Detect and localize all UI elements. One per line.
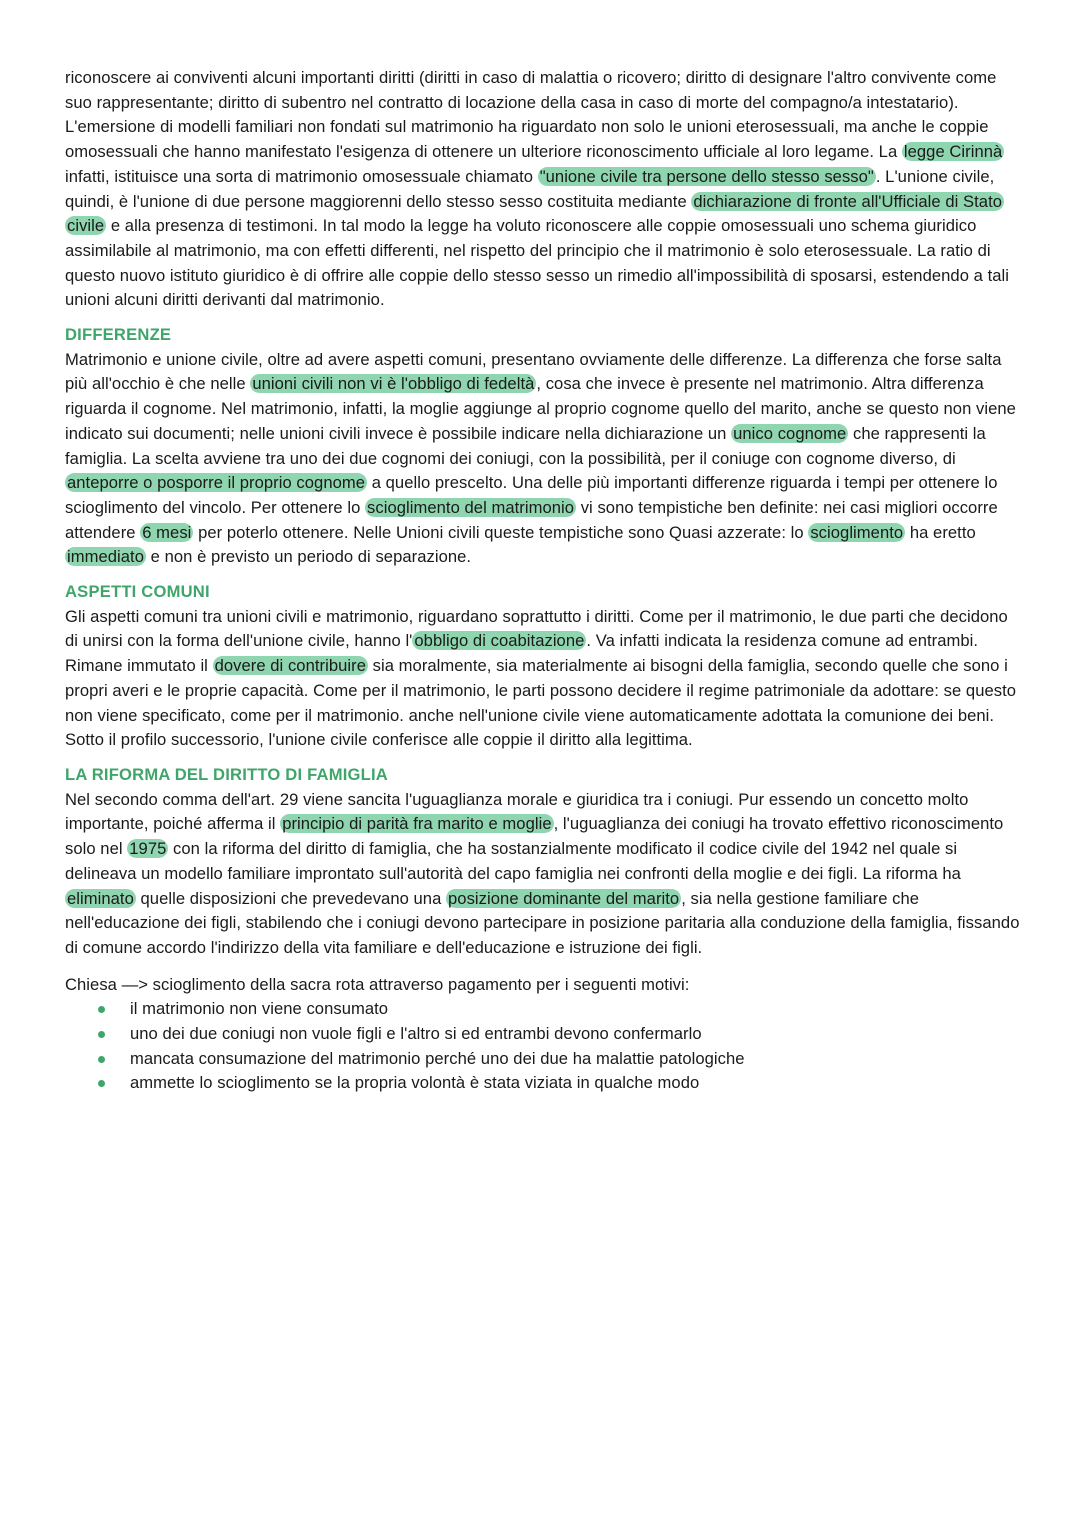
highlight-unico-cognome: unico cognome	[733, 423, 847, 443]
aspetti-paragraph	[65, 605, 1020, 753]
highlight-dichiarazione: dichiarazione di fronte all'Ufficiale di Stato civile	[67, 191, 1003, 236]
section-aspetti-comuni	[65, 580, 1020, 753]
text-segment: a quello prescelto. Una delle più importanti differenze riguarda i tempi per ottenere lo scioglimento del vincolo. Per ottenere lo	[65, 473, 998, 517]
section-riforma	[65, 763, 1020, 961]
text-segment: , sia nella gestione familiare che nell'educazione dei figli, stabilendo che i coniugi devono partecipare in posizione paritaria alla conduzione della famiglia, fissando di comune accordo l'indirizzo della vita familiare e dell'educazione e istruzione dei figli.	[65, 888, 1020, 957]
text-segment: , cosa che invece è presente nel matrimonio. Altra differenza riguarda il cognome. Nel matrimonio, infatti, la moglie aggiunge al proprio cognome quello del marito, anche se questo non viene indicato sui documenti; nelle unioni civili invece è possibile indicare nella dichiarazione un	[65, 374, 1016, 443]
document-page	[65, 66, 1020, 1096]
text-segment: che rappresenti la famiglia. La scelta avviene tra uno dei due cognomi dei coniugi, con la possibilità, per il coniuge con cognome diverso, di	[65, 423, 986, 468]
list-item	[65, 1022, 1020, 1047]
text-segment: . Va infatti indicata la residenza comune ad entrambi. Rimane immutato il	[65, 631, 979, 676]
text-segment: , l'uguaglianza dei coniugi ha trovato effettivo riconoscimento solo nel	[65, 814, 1004, 859]
highlight-dovere-contribuire: dovere di contribuire	[214, 656, 366, 676]
text-segment: sia moralmente, sia materialmente ai bisogni della famiglia, secondo quelle che sono i propri averi e le proprie capacità. Come per il matrimonio, le parti possono decidere il regime patrimoniale da adottare: se questo non viene specificato, come per il matrimonio. anche nell'unione civile viene automaticamente adottata la comunione dei beni. Sotto il profilo successorio, l'unione civile conferisce alle coppie il diritto alla legittima.	[65, 656, 1017, 750]
bullet-icon	[98, 1031, 105, 1038]
text-segment: e alla presenza di testimoni. In tal modo la legge ha voluto riconoscere alle coppie omosessuali uno schema giuridico assimilabile al matrimonio, ma con effetti differenti, nel rispetto del principio che il matrimonio è solo eterosessuale. La ratio di questo nuovo istituto giuridico è di offrire alle coppie dello stesso sesso un rimedio all'impossibilità di sposarsi, estendendo a tali unioni alcuni diritti derivanti dal matrimonio.	[65, 216, 1009, 310]
section-chiesa	[65, 973, 1020, 1097]
highlight-immediato: immediato	[67, 547, 144, 567]
list-item	[65, 1047, 1020, 1072]
highlight-parita: principio di parità fra marito e moglie	[282, 814, 552, 834]
differenze-paragraph	[65, 348, 1020, 570]
highlight-coabitazione: obbligo di coabitazione	[414, 631, 585, 651]
list-item	[65, 997, 1020, 1022]
list-item-text: mancata consumazione del matrimonio perché uno dei due ha malattie patologiche	[130, 1048, 745, 1068]
bullet-icon	[98, 1056, 105, 1063]
highlight-anteporre: anteporre o posporre il proprio cognome	[67, 473, 366, 493]
bullet-icon	[98, 1006, 105, 1013]
text-segment: Matrimonio e unione civile, oltre ad avere aspetti comuni, presentano ovviamente delle differenze. La differenza che forse salta più all'occhio è che nelle	[65, 349, 1002, 394]
text-segment: per poterlo ottenere. Nelle Unioni civili queste tempistiche sono Quasi azzerate: lo	[193, 522, 809, 542]
text-segment: con la riforma del diritto di famiglia, che ha sostanzialmente modificato il codice civile del 1942 nel quale si delineava un modello familiare improntato sull'autorità del capo famiglia nei confronti della moglie e dei figli. La riforma ha	[65, 839, 961, 883]
text-segment: L'emersione di modelli familiari non fondati sul matrimonio ha riguardato non solo le unioni eterosessuali, ma anche le coppie omosessuali che hanno manifestato l'esigenza di ottenere un ulteriore riconoscimento ufficiale al loro legame. La	[65, 117, 989, 162]
text-segment: infatti, istituisce una sorta di matrimonio omosessuale chiamato	[65, 166, 538, 186]
list-item-text: uno dei due coniugi non vuole figli e l'altro si ed entrambi devono confermarlo	[130, 1024, 702, 1044]
highlight-eliminato: eliminato	[67, 888, 134, 908]
highlight-posizione-dominante: posizione dominante del marito	[448, 888, 680, 908]
highlight-scioglimento: scioglimento	[810, 522, 904, 542]
text-segment: ha eretto	[905, 522, 976, 542]
heading-aspetti-comuni: ASPETTI COMUNI	[65, 582, 210, 602]
list-item-text: ammette lo scioglimento se la propria volontà è stata viziata in qualche modo	[130, 1073, 700, 1093]
text-segment: Gli aspetti comuni tra unioni civili e matrimonio, riguardano soprattutto i diritti. Come per il matrimonio, le due parti che decidono di unirsi con la forma dell'unione civile, hanno l'	[65, 606, 1008, 651]
list-item	[65, 1071, 1020, 1096]
text-segment: Nel secondo comma dell'art. 29 viene sancita l'uguaglianza morale e giuridica tra i coniugi. Pur essendo un concetto molto importante, poiché afferma il	[65, 789, 969, 834]
text-segment: vi sono tempistiche ben definite: nei casi migliori occorre attendere	[65, 497, 998, 542]
bullet-icon	[98, 1080, 105, 1087]
chiesa-intro: Chiesa —> scioglimento della sacra rota attraverso pagamento per i seguenti motivi:	[65, 974, 690, 994]
intro-paragraph	[65, 66, 1020, 115]
highlight-legge-cirinna: legge Cirinnà	[903, 142, 1003, 162]
text-segment: . L'unione civile, quindi, è l'unione di due persone maggiorenni dello stesso sesso costituita mediante	[65, 166, 995, 211]
text-segment: quelle disposizioni che prevedevano una	[135, 888, 447, 908]
highlight-scioglimento-matrimonio: scioglimento del matrimonio	[367, 497, 575, 517]
chiesa-bullet-list	[65, 997, 1020, 1096]
heading-differenze: DIFFERENZE	[65, 325, 172, 345]
highlight-fedelta: unioni civili non vi è l'obbligo di fedeltà	[252, 374, 535, 394]
heading-riforma: LA RIFORMA DEL DIRITTO DI FAMIGLIA	[65, 764, 388, 784]
highlight-1975: 1975	[129, 839, 167, 859]
list-item-text: il matrimonio non viene consumato	[130, 999, 389, 1019]
unioni-civili-paragraph	[65, 115, 1020, 313]
highlight-6-mesi: 6 mesi	[142, 522, 192, 542]
section-differenze	[65, 323, 1020, 570]
riforma-paragraph	[65, 788, 1020, 961]
highlight-unione-civile: "unione civile tra persone dello stesso sesso"	[539, 166, 874, 186]
text-segment: e non è previsto un periodo di separazione.	[146, 547, 472, 567]
text-segment: riconoscere ai conviventi alcuni importanti diritti (diritti in caso di malattia o ricovero; diritto di designare l'altro convivente come suo rappresentante; diritto di subentro nel contratto di locazione della casa in caso di morte del compagno/a intestatario).	[65, 68, 997, 112]
